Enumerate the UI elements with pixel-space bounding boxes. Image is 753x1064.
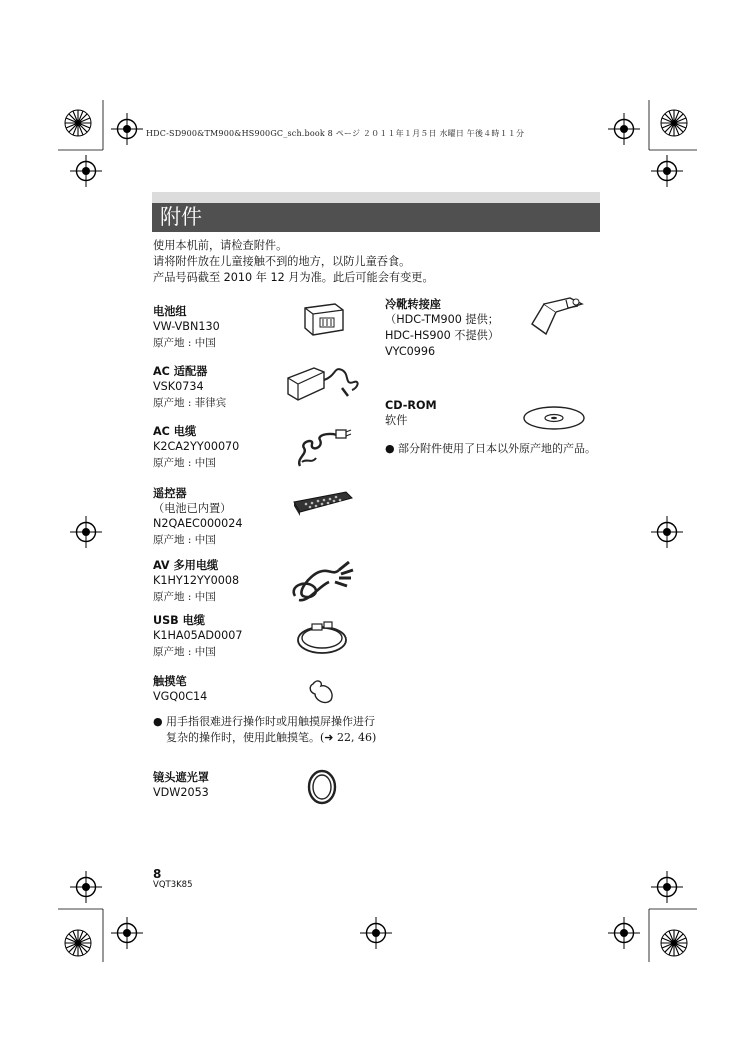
registration-mark-icon <box>651 155 683 187</box>
accessory-origin: 原产地 : 中国 <box>153 457 216 469</box>
accessory-name: AV 多用电缆 <box>153 559 219 572</box>
registration-mark-icon <box>608 113 640 145</box>
accessory-origin: 原产地 : 中国 <box>153 646 216 658</box>
accessory-name: 镜头遮光罩 <box>153 771 209 784</box>
accessory-item <box>153 558 239 605</box>
registration-mark-icon <box>651 871 683 903</box>
lens-hood-icon <box>305 769 339 805</box>
accessory-item <box>385 398 437 428</box>
stylus-pen-icon <box>307 676 337 706</box>
accessory-name: USB 电缆 <box>153 614 205 627</box>
accessory-item <box>153 770 209 800</box>
accessory-name: CD-ROM <box>385 399 437 412</box>
accessory-item <box>153 364 226 411</box>
accessory-item <box>385 297 510 359</box>
usb-cable-icon <box>294 614 352 662</box>
accessory-origin: 原产地 : 菲律宾 <box>153 397 227 409</box>
intro-text <box>153 238 598 286</box>
remote-control-icon <box>290 488 356 520</box>
accessory-name: 触摸笔 <box>153 675 187 688</box>
ac-cable-icon <box>294 424 354 472</box>
accessory-item <box>153 613 243 660</box>
accessory-code: VW-VBN130 <box>153 320 220 333</box>
registration-mark-icon <box>360 917 392 949</box>
cd-rom-icon <box>521 404 587 432</box>
origin-note-text: 部分附件使用了日本以外原产地的产品。 <box>398 442 596 455</box>
accessory-name: 冷靴转接座 <box>385 298 441 311</box>
registration-mark-icon <box>111 113 143 145</box>
accessory-code: VYC0996 <box>385 345 436 358</box>
accessory-code: VDW2053 <box>153 786 209 799</box>
registration-mark-icon <box>70 516 102 548</box>
accessory-code: K2CA2YY00070 <box>153 440 240 453</box>
accessory-code: K1HA05AD0007 <box>153 629 243 642</box>
intro-line: 使用本机前，请检查附件。 <box>153 239 288 252</box>
registration-mark-icon <box>608 917 640 949</box>
intro-line: 产品号码截至 2010 年 12 月为准。此后可能会有变更。 <box>153 271 434 284</box>
accessory-name: 电池组 <box>153 305 187 318</box>
accessory-origin: 原产地 : 中国 <box>153 591 216 603</box>
accessory-sub: （电池已内置） <box>153 502 232 515</box>
accessory-code: VGQ0C14 <box>153 690 208 703</box>
accessory-item <box>153 304 220 351</box>
registration-star-icon <box>661 110 687 136</box>
print-header: HDC-SD900&TM900&HS900GC_sch.book 8 ページ ２０１１年１月５日 水曜日 午後４時１１分 <box>146 129 525 138</box>
accessory-code: N2QAEC000024 <box>153 517 243 530</box>
registration-star-icon <box>661 930 687 956</box>
accessory-code: K1HY12YY0008 <box>153 574 240 587</box>
ac-adaptor-icon <box>284 358 362 406</box>
registration-star-icon <box>65 930 91 956</box>
accessory-name: AC 电缆 <box>153 425 197 438</box>
bullet-icon: ● <box>153 715 163 728</box>
intro-line: 请将附件放在儿童接触不到的地方，以防儿童吞食。 <box>153 255 411 268</box>
shoe-adaptor-icon <box>526 294 588 340</box>
accessory-item <box>153 486 243 548</box>
accessory-name: AC 适配器 <box>153 365 208 378</box>
accessory-item <box>153 424 239 471</box>
model-code: VQT3K85 <box>153 880 193 890</box>
bullet-icon: ● <box>385 442 395 455</box>
registration-star-icon <box>65 110 91 136</box>
origin-note <box>385 441 610 457</box>
section-title: 附件 <box>160 205 202 229</box>
accessory-item <box>153 674 207 704</box>
accessory-origin: 原产地 : 中国 <box>153 534 216 546</box>
page-number: 8 <box>153 867 162 881</box>
accessory-sub: （HDC-TM900 提供； HDC-HS900 不提供） <box>385 313 500 342</box>
accessory-name: 遥控器 <box>153 487 187 500</box>
registration-mark-icon <box>70 155 102 187</box>
stylus-note <box>153 714 378 746</box>
accessory-code: VSK0734 <box>153 380 204 393</box>
battery-icon <box>297 298 347 338</box>
registration-mark-icon <box>651 516 683 548</box>
accessory-origin: 原产地 : 中国 <box>153 337 216 349</box>
section-title-bar <box>152 192 600 232</box>
stylus-note-text: 用手指很难进行操作时或用触摸屏操作进行复杂的操作时，使用此触摸笔。(➜ 22, 46) <box>166 715 377 744</box>
av-cable-icon <box>289 556 357 604</box>
registration-mark-icon <box>70 871 102 903</box>
accessory-code: 软件 <box>385 414 408 427</box>
registration-mark-icon <box>111 917 143 949</box>
